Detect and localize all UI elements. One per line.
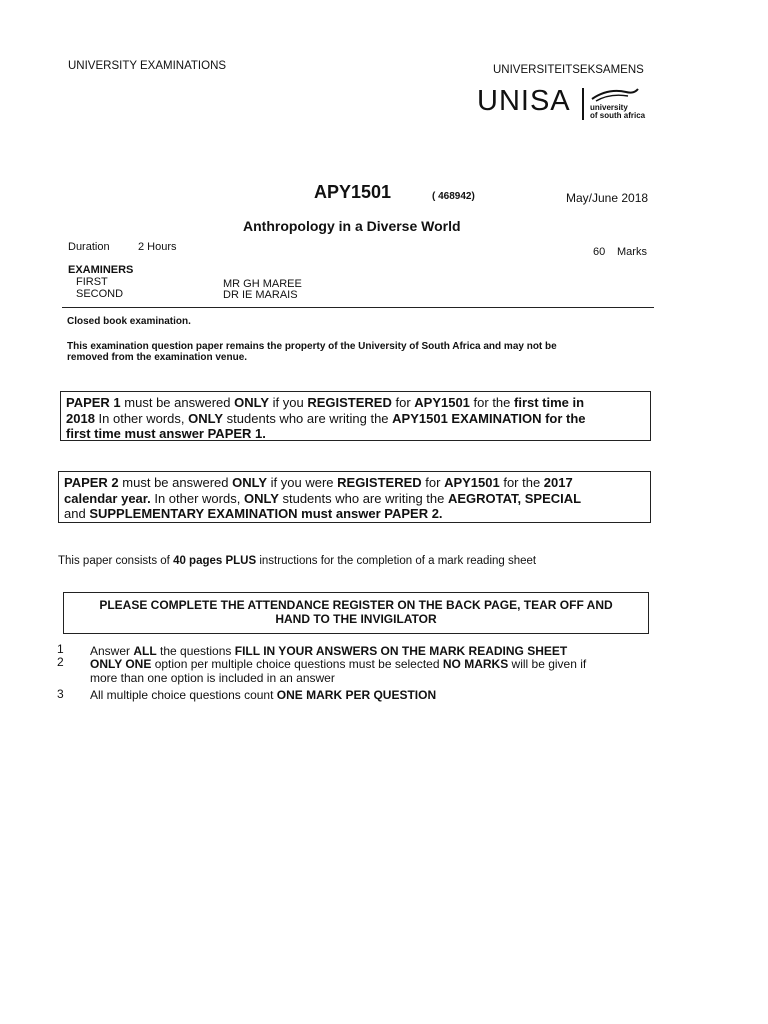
header-right: UNIVERSITEITSEKSAMENS [493,64,644,76]
examiner-second-label: SECOND [76,288,124,300]
examiner-first-name: MR GH MAREE [223,278,302,290]
marks-value: 60 [593,246,606,258]
closed-book-note: Closed book examination. [67,316,191,327]
exam-ref: ( 468942) [432,191,475,202]
logo-divider [582,88,584,120]
instruction-2-continued: more than one option is included in an answer [90,671,335,685]
marks-label: Marks [617,246,647,258]
logo-sub-2: of south africa [590,111,646,120]
logo-sub-1: university [590,103,628,112]
instruction-3: All multiple choice questions count ONE MARK PER QUESTION [90,688,437,702]
paper1-box [60,391,651,441]
exam-session: May/June 2018 [566,191,649,205]
exam-code: APY1501 [314,182,392,202]
instruction-1: Answer ALL the questions FILL IN YOUR ANSWERS ON THE MARK READING SHEET [90,644,568,658]
instruction-number-1: 1 [57,642,64,656]
examiner-second-name: DR IE MARAIS [223,289,298,301]
exam-title: Anthropology in a Diverse World [243,218,461,234]
paper2-line1: PAPER 2 must be answered ONLY if you were REGISTERED for APY1501 for the 2017 [64,475,573,490]
header-left: UNIVERSITY EXAMINATIONS [68,60,227,72]
paper2-box [58,471,651,523]
paper2-line2: calendar year. In other words, ONLY students who are writing the AEGROTAT, SPECIAL [64,491,582,506]
property-note-line1: This examination question paper remains the property of the University of South Africa and may not be [67,341,557,352]
unisa-swoosh-icon [590,86,640,102]
property-note-line2: removed from the examination venue. [67,352,248,363]
paper1-line2: 2018 In other words, ONLY students who are writing the APY1501 EXAMINATION for the [66,411,586,426]
unisa-logo-text: UNISA [477,85,571,117]
pages-note: This paper consists of 40 pages PLUS instructions for the completion of a mark reading sheet [58,555,537,567]
paper2-line3: and SUPPLEMENTARY EXAMINATION must answer PAPER 2. [64,506,443,521]
paper1-line1: PAPER 1 must be answered ONLY if you REGISTERED for APY1501 for the first time in [66,395,585,410]
instruction-2: ONLY ONE option per multiple choice questions must be selected NO MARKS will be given if [90,657,587,671]
examiner-first-label: FIRST [76,276,108,288]
header-rule [62,307,654,308]
duration-value: 2 Hours [138,241,177,253]
attendance-box [63,592,649,634]
attendance-line2: HAND TO THE INVIGILATOR [275,612,437,626]
instruction-number-2: 2 [57,655,64,669]
attendance-line1: PLEASE COMPLETE THE ATTENDANCE REGISTER ON THE BACK PAGE, TEAR OFF AND [99,598,613,612]
examiners-heading: EXAMINERS [68,264,134,276]
duration-label: Duration [68,241,110,253]
paper1-line3: first time must answer PAPER 1. [66,426,266,441]
instruction-number-3: 3 [57,687,64,701]
